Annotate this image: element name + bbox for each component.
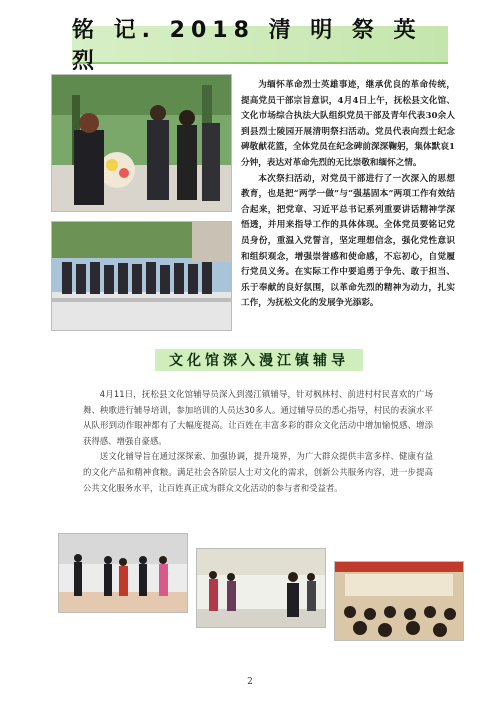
article2-title: 文化馆深入漫江镇辅导 (169, 353, 349, 369)
photo-audience-meeting (334, 561, 464, 641)
banner-title: 铭 记. 2018 清 明 祭 英 烈 (72, 18, 422, 74)
photo-square-dance (196, 548, 326, 628)
article1-paragraph: 为缅怀革命烈士英雄事迹，继承优良的革命传统，提高党员干部宗旨意识，4月4日上午，抚松县文化馆、文化市场综合执法大队组织党员干部及青年代表30余人到县烈士陵园开展清明祭扫活动。党员代表向烈士纪念碑敬献花篮，全体党员在纪念碑前深深鞠躬，集体默哀1分钟，表达对革命先烈的无比崇敬和缅怀之情。 (241, 80, 455, 168)
photo-dance-training (58, 533, 188, 613)
page-banner (72, 18, 448, 74)
article1-body (241, 78, 455, 312)
article1-paragraph: 本次祭扫活动，对党员干部进行了一次深入的思想教育，也是把“两学一做”与“强基固本”两项工作有效结合起来，把党章、习近平总书记系列重要讲话精神学深悟透，并用来指导工作的具体体现。全体党员要铭记党员身份，重温入党誓言，坚定理想信念，强化党性意识和组织观念，增强崇誉感和使命感，不忘初心，自觉履行党员义务。在实际工作中要追勇于争先、敢于担当、乐于奉献的良好氛围，以革命先烈的精神为动力，扎实工作，为抚松文化的发展争光添彩。 (241, 173, 455, 309)
article2-paragraph: 4月11日，抚松县文化馆辅导员深入到漫江镇辅导，针对枫林村、前进村村民喜欢的广场舞、秧歌进行辅导培训，参加培训的人员达30多人。通过辅导员的悉心指导，村民的表演水平从队形到动作眼神都有了大幅度提高。让百姓在丰富多彩的群众文化活动中增加愉悦感、增添获得感、增强自豪感。 (83, 389, 433, 446)
article2-heading (155, 349, 363, 371)
page-number: 2 (247, 677, 253, 687)
article2-body (83, 387, 433, 496)
article2-paragraph: 送文化辅导旨在通过深探索、加强协调，提升境界，为广大群众提供丰富多样、健康有益的文化产品和精神食粮。满足社会各阶层人士对文化的需求，创新公共服务内容，进一步提高公共文化服务水平，让百姓真正成为群众文化活动的参与者和受益者。 (83, 451, 433, 493)
photo-wreath-laying (51, 74, 232, 212)
photo-memorial-bowing (51, 221, 232, 331)
